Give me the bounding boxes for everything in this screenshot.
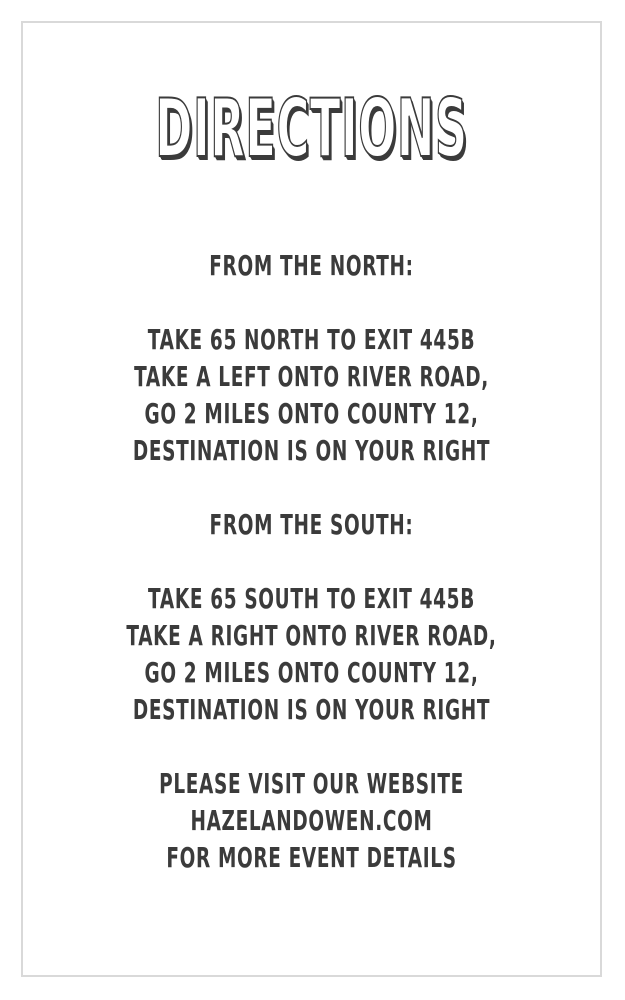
directions-body [23,247,600,876]
north-line-2: TAKE A LEFT ONTO RIVER ROAD, [134,360,489,393]
south-line-3: GO 2 MILES ONTO COUNTY 12, [144,656,479,689]
spacer [23,284,600,321]
north-line-1: TAKE 65 NORTH TO EXIT 445B [147,323,476,356]
south-heading: FROM THE SOUTH: [209,508,414,541]
spacer [23,543,600,580]
website-link[interactable]: HAZELANDOWEN.COM [190,804,433,837]
spacer [23,728,600,765]
south-line-1: TAKE 65 SOUTH TO EXIT 445B [148,582,475,615]
north-line-3: GO 2 MILES ONTO COUNTY 12, [144,397,479,430]
directions-card [21,21,602,977]
north-heading: FROM THE NORTH: [209,249,414,282]
page-title: DIRECTIONS [155,82,468,175]
south-line-4: DESTINATION IS ON YOUR RIGHT [132,693,491,726]
footer-line-1: PLEASE VISIT OUR WEBSITE [159,767,464,800]
north-line-4: DESTINATION IS ON YOUR RIGHT [132,434,491,467]
footer-line-3: FOR MORE EVENT DETAILS [166,841,457,874]
south-line-2: TAKE A RIGHT ONTO RIVER ROAD, [126,619,497,652]
spacer [23,469,600,506]
